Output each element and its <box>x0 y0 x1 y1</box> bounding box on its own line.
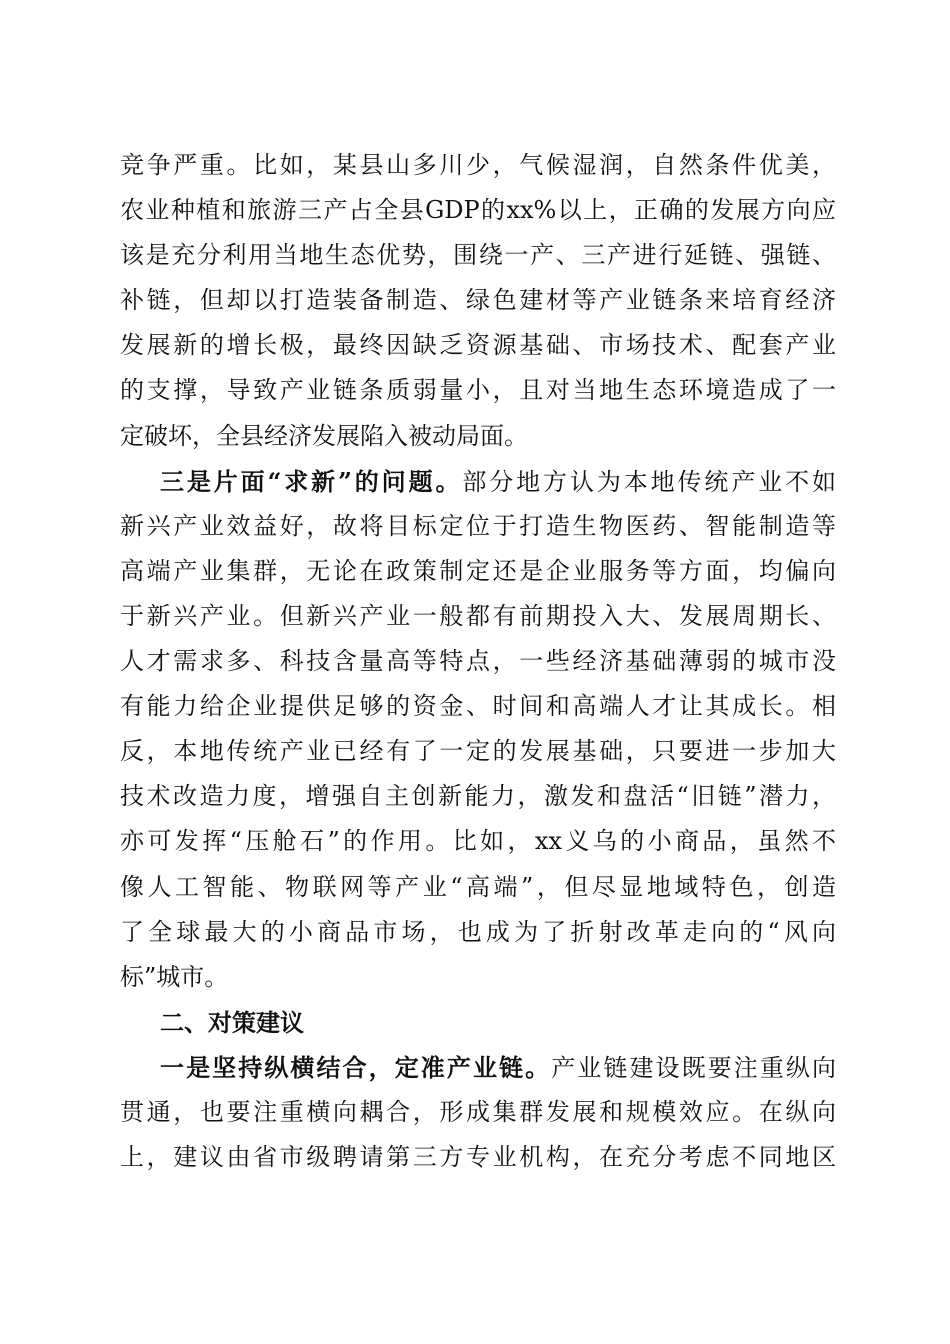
paragraph2-line-10: 像人工智能、物联网等产业“高端”，但尽显地域特色，创造 <box>120 872 836 901</box>
paragraph3-first-rest: 产业链建设既要注重纵向 <box>551 1053 837 1082</box>
document-page <box>120 143 836 1180</box>
paragraph2-line-7: 反，本地传统产业已经有了一定的发展基础，只要进一步加大 <box>120 737 836 766</box>
paragraph3-line-3: 上，建议由省市级聘请第三方专业机构，在充分考虑不同地区 <box>120 1143 836 1172</box>
paragraph1-line-5: 发展新的增长极，最终因缺乏资源基础、市场技术、配套产业 <box>120 331 836 360</box>
paragraph2-line-12: 标”城市。 <box>120 962 229 991</box>
paragraph1-line-6: 的支撑，导致产业链条质弱量小，且对当地生态环境造成了一 <box>120 376 836 405</box>
paragraph1-line-3: 该是充分利用当地生态优势，围绕一产、三产进行延链、强链、 <box>120 241 836 270</box>
paragraph2-lead: 三是片面“求新”的问题。 <box>160 466 463 496</box>
paragraph2-line-3: 高端产业集群，无论在政策制定还是企业服务等方面，均偏向 <box>120 556 836 585</box>
paragraph2-first-line <box>120 459 836 504</box>
paragraph1-line-1: 竞争严重。比如，某县山多川少，气候湿润，自然条件优美， <box>120 151 836 179</box>
paragraph3-lead: 一是坚持纵横结合，定准产业链。 <box>160 1052 552 1082</box>
paragraph3-first-line <box>120 1045 836 1090</box>
paragraph2-line-8: 技术改造力度，增强自主创新能力，激发和盘活“旧链”潜力， <box>120 782 836 811</box>
paragraph2-line-11: 了全球最大的小商品市场，也成为了折射改革走向的“风向 <box>120 917 836 946</box>
paragraph1-line-2: 农业种植和旅游三产占全县GDP的xx%以上，正确的发展方向应 <box>120 196 836 225</box>
paragraph2-line-9: 亦可发挥“压舱石”的作用。比如，xx义乌的小商品，虽然不 <box>120 827 836 856</box>
paragraph2-line-4: 于新兴产业。但新兴产业一般都有前期投入大、发展周期长、 <box>120 601 836 630</box>
paragraph2-line-6: 有能力给企业提供足够的资金、时间和高端人才让其成长。相 <box>120 692 836 721</box>
paragraph3-line-2: 贯通，也要注重横向耦合，形成集群发展和规模效应。在纵向 <box>120 1097 836 1126</box>
paragraph1-line-4: 补链，但却以打造装备制造、绿色建材等产业链条来培育经济 <box>120 286 836 315</box>
section-heading: 二、对策建议 <box>160 1007 304 1037</box>
paragraph2-first-rest: 部分地方认为本地传统产业不如 <box>462 467 837 496</box>
paragraph1-line-7: 定破坏，全县经济发展陷入被动局面。 <box>120 421 528 450</box>
paragraph2-line-5: 人才需求多、科技含量高等特点，一些经济基础薄弱的城市没 <box>120 647 836 676</box>
paragraph2-line-2: 新兴产业效益好，故将目标定位于打造生物医药、智能制造等 <box>120 511 836 540</box>
